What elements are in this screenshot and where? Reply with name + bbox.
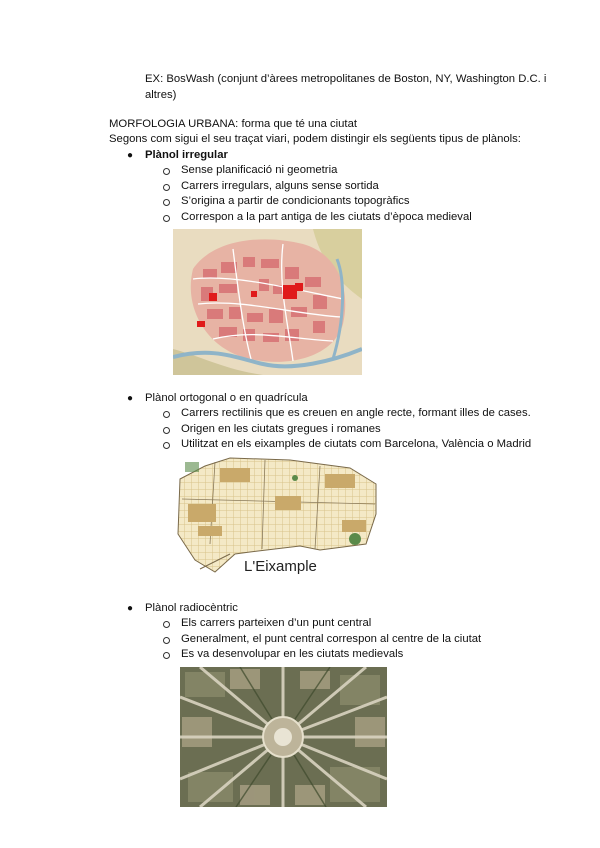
section-title-ortogonal: Plànol ortogonal o en quadrícula [145,392,308,404]
bullet-icon: ● [127,393,134,404]
list-item: Sense planificació ni geometria [181,164,338,176]
list-item: Els carrers parteixen d’un punt central [181,617,372,629]
radiocentric-aerial-image [180,667,387,807]
list-item: Utilitzat en els eixamples de ciutats com Barcelona, València o Madrid [181,438,532,450]
list-item: Carrers rectilinis que es creuen en angle recte, formant illes de cases. [181,407,531,419]
circle-bullet-icon [163,215,170,222]
list-item: Generalment, el punt central correspon al centre de la ciutat [181,633,482,645]
circle-bullet-icon [163,427,170,434]
eixample-caption: L'Eixample [244,558,317,575]
circle-bullet-icon [163,652,170,659]
example-line-1: EX: BosWash (conjunt d’àrees metropolitanes de Boston, NY, Washington D.C. i [145,73,547,85]
circle-bullet-icon [163,621,170,628]
circle-bullet-icon [163,411,170,418]
list-item: S’origina a partir de condicionants topogràfics [181,195,410,207]
circle-bullet-icon [163,442,170,449]
section-title-radiocentric: Plànol radiocèntric [145,602,238,614]
list-item: Origen en les ciutats gregues i romanes [181,423,381,435]
bullet-icon: ● [127,603,134,614]
page-heading: MORFOLOGIA URBANA: forma que té una ciutat [109,118,357,130]
circle-bullet-icon [163,637,170,644]
list-item: Carrers irregulars, alguns sense sortida [181,180,379,192]
list-item: Es va desenvolupar en les ciutats medievals [181,648,404,660]
irregular-map-image [173,229,362,375]
circle-bullet-icon [163,168,170,175]
eixample-map-image [170,454,381,580]
example-line-2: altres) [145,89,177,101]
bullet-icon: ● [127,150,134,161]
section-title-irregular: Plànol irregular [145,149,228,161]
circle-bullet-icon [163,184,170,191]
list-item: Correspon a la part antiga de les ciutats d’època medieval [181,211,472,223]
intro-text: Segons com sigui el seu traçat viari, podem distingir els següents tipus de plànols: [109,133,521,145]
circle-bullet-icon [163,199,170,206]
